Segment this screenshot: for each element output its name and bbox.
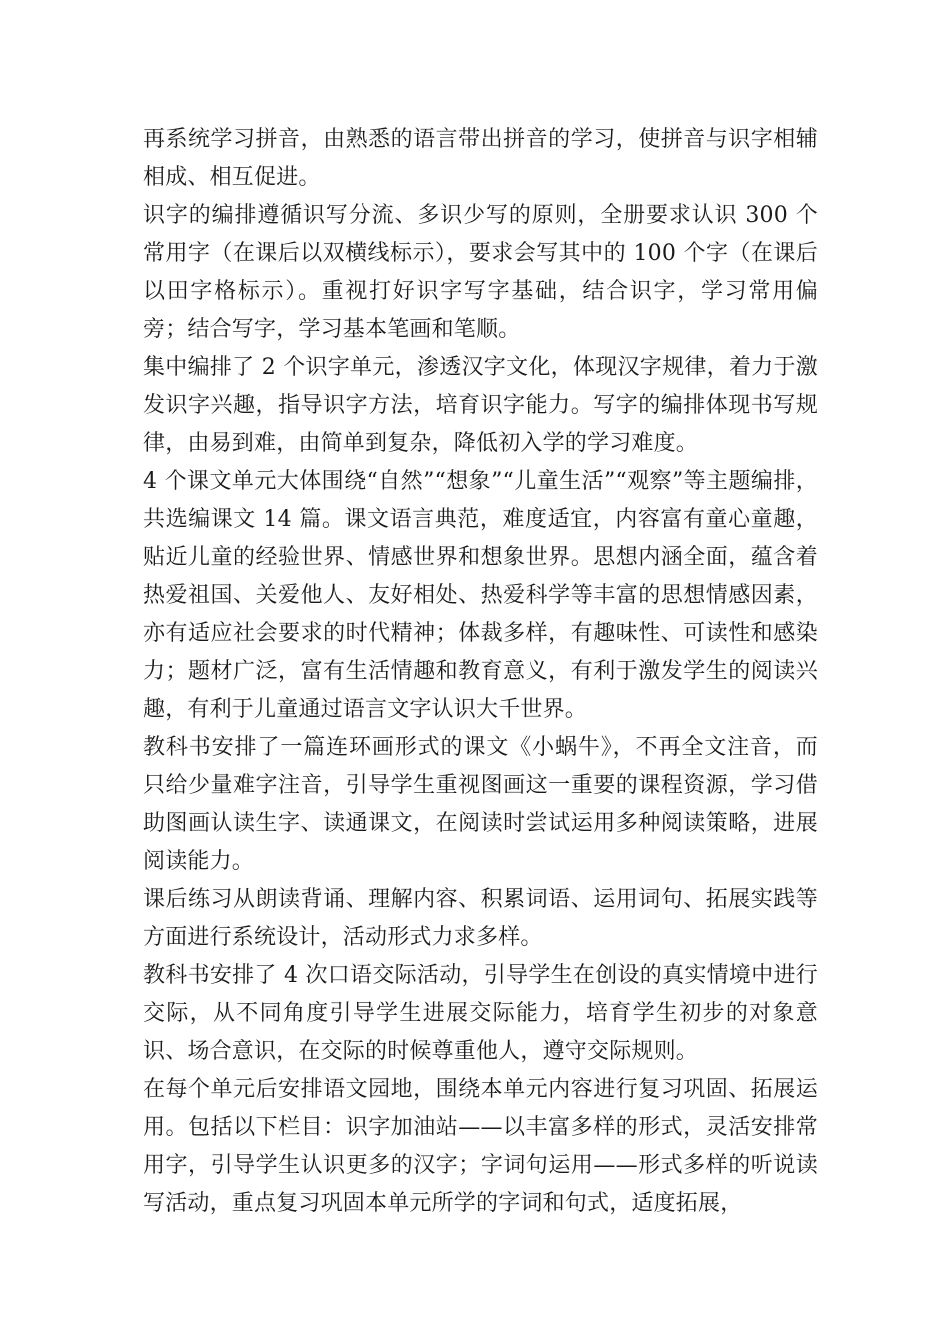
paragraph-literacy-units: 集中编排了 2 个识字单元，渗透汉字文化，体现汉字规律，着力于激发识字兴趣，指导识字方法，培育识字能力。写字的编排体现书写规律，由易到难，由简单到复杂，降低初入学的学习难度。: [143, 355, 818, 456]
paragraph-language-garden: 在每个单元后安排语文园地，围绕本单元内容进行复习巩固、拓展运用。包括以下栏目：识字加油站——以丰富多样的形式，灵活安排常用字，引导学生认识更多的汉字；字词句运用——形式多样的听说读写活动，重点复习巩固本单元所学的字词和句式，适度拓展，: [143, 1077, 818, 1216]
document-body: [143, 121, 818, 1223]
paragraph-oral-communication: 教科书安排了 4 次口语交际活动，引导学生在创设的真实情境中进行交际，从不同角度引导学生进展交际能力，培育学生初步的对象意识、场合意识，在交际的时候尊重他人，遵守交际规则。: [143, 963, 818, 1064]
paragraph-text-units: 4 个课文单元大体围绕“自然”“想象”“儿童生活”“观察”等主题编排，共选编课文 14 篇。课文语言典范，难度适宜，内容富有童心童趣，贴近儿童的经验世界、情感世界和想象世界。思想内涵全面，蕴含着热爱祖国、关爱他人、友好相处、热爱科学等丰富的思想情感因素，亦有适应社会要求的时代精神；体裁多样，有趣味性、可读性和感染力；题材广泛，富有生活情趣和教育意义，有利于激发学生的阅读兴趣，有利于儿童通过语言文字认识大千世界。: [143, 469, 818, 722]
paragraph-pinyin: 再系统学习拼音，由熟悉的语言带出拼音的学习，使拼音与识字相辅相成、相互促进。: [143, 127, 818, 190]
paragraph-exercises: 课后练习从朗读背诵、理解内容、积累词语、运用词句、拓展实践等方面进行系统设计，活动形式力求多样。: [143, 887, 818, 950]
paragraph-comic-lesson: 教科书安排了一篇连环画形式的课文《小蜗牛》，不再全文注音，而只给少量难字注音，引导学生重视图画这一重要的课程资源，学习借助图画认读生字、读通课文，在阅读时尝试运用多种阅读策略，进展阅读能力。: [143, 735, 818, 874]
paragraph-literacy-principles: 识字的编排遵循识写分流、多识少写的原则，全册要求认识 300 个常用字（在课后以双横线标示），要求会写其中的 100 个字（在课后以田字格标示）。重视打好识字写字基础，结合识字，学习常用偏旁；结合写字，学习基本笔画和笔顺。: [143, 203, 818, 342]
